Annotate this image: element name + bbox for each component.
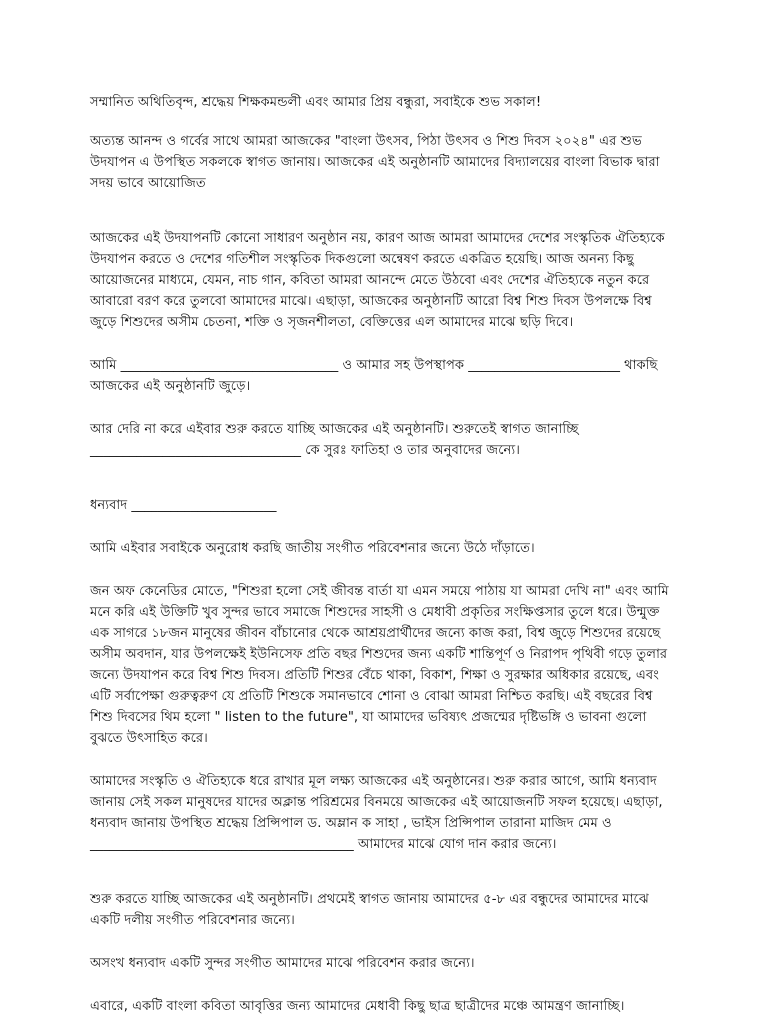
gratitude-paragraph: আমাদের সংস্কৃতি ও ঐতিহ্যকে ধরে রাখার মূল লক্ষ্য আজকের এই অনুষ্ঠানের। শুরু করার আগে, আমি ধন্যবাদ জানায় সেই সকল মানুষদের যাদের অক্লান্ত পরিশ্রমের বিনময়ে আজকের এই আয়োজনটি সফল হয়েছে। এছাড়া, ধন্যবাদ জানায় উপস্থিত শ্রদ্ধেয় প্রিন্সিপাল ড. অম্লান ক সাহা , ভাইস প্রিন্সিপাল তারানা মাজিদ মেম ও ________________________________________ আমাদের মাঝে যোগ দান করার জন্যে। <box>90 774 663 852</box>
welcome-paragraph: অত্যন্ত আনন্দ ও গর্বের সাথে আমরা আজকের "বাংলা উৎসব, পিঠা উৎসব ও শিশু দিবস ২০২৪" এর শুভ উদযাপন এ উপস্থিত সকলকে স্বাগত জানায়। আজকের এই অনুষ্ঠানটি আমাদের বিদ্যালয়ের বাংলা বিভাক দ্বারা সদয় ভাবে আয়োজিত <box>90 134 660 191</box>
poem-invitation-paragraph: এবারে, একটি বাংলা কবিতা আবৃত্তির জন্য আমাদের মেধাবী কিছু ছাত্র ছাত্রীদের মঞ্চে আমন্ত্রণ জানাচ্ছি। <box>90 999 625 1014</box>
greeting-paragraph: সম্মানিত অথিতিবৃন্দ, শ্রদ্ধেয় শিক্ষকমন্ডলী এবং আমার প্রিয় বন্ধুরা, সবাইকে শুভ সকাল! <box>90 95 542 110</box>
anthem-paragraph: আমি এইবার সবাইকে অনুরোধ করছি জাতীয় সংগীত পরিবেশনার জন্যে উঠে দাঁড়াতে। <box>90 541 535 556</box>
group-song-paragraph: শুরু করতে যাচ্ছি আজকের এই অনুষ্ঠানটি। প্রথমেই স্বাগত জানায় আমাদের ৫-৮ এর বন্ধুদের আমাদের মাঝে একটি দলীয় সংগীত পরিবেশনার জন্যে। <box>90 892 649 928</box>
opening-paragraph: আর দেরি না করে এইবার শুরু করতে যাচ্ছি আজকের এই অনুষ্ঠানটি। শুরুতেই স্বাগত জানাচ্ছি ________________________________ কে সুরঃ ফাতিহা ও তার অনুবাদের জন্যে। <box>90 422 579 458</box>
children-day-paragraph: জন অফ কেনেডির মোতে, "শিশুরা হলো সেই জীবন্ত বার্তা যা এমন সময়ে পাঠায় যা আমরা দেখি না" এবং আমি মনে করি এই উক্তিটি খুব সুন্দর ভাবে সমাজে শিশুদের সাহসী ও মেধাবী প্রকৃতির সংক্ষিপ্তসার তুলে ধরে। উন্মুক্ত এক সাগরে ১৮জন মানুষের জীবন বাঁচানোর থেকে আশ্রয়প্রার্থীদের জন্যে কাজ করা, বিশ্ব জুড়ে শিশুদের রয়েছে অসীম অবদান, যার উপলক্ষেই ইউনিসেফ প্রতি বছর শিশুদের জন্য একটি শান্তিপূর্ণ ও নিরাপদ পৃথিবী গড়ে তুলার জন্যে উদযাপন করে বিশ্ব শিশু দিবস। প্রতিটি শিশুর বেঁচে থাকা, বিকাশ, শিক্ষা ও সুরক্ষার অধিকার রয়েছে, এবং এটি সর্বাপেক্ষা গুরুত্বরুণ যে প্রতিটি শিশুকে সমানভাবে শোনা ও বোঝা আমরা নিশ্চিত করছি। এই বছরের বিশ্ব শিশু দিবসের থিম হলো " listen to the future", যা আমাদের ভবিষ্যৎ প্রজন্মের দৃষ্টিভঙ্গি ও ভাবনা গুলো বুঝতে উৎসাহিত করে। <box>90 584 669 746</box>
celebration-paragraph: আজকের এই উদযাপনটি কোনো সাধারণ অনুষ্ঠান নয়, কারণ আজ আমরা আমাদের দেশের সংস্কৃতিক ঐতিহ্যকে উদযাপন করতে ও দেশের গতিশীল সংস্কৃতিক দিকগুলো অন্বেষণ করতে একত্রিত হয়েছি। আজ অনন্য কিছু আয়োজনের মাধ্যমে, যেমন, নাচ গান, কবিতা আমরা আনন্দে মেতে উঠবো এবং দেশের ঐতিহ্যকে নতুন করে আবারো বরণ করে তুলবো আমাদের মাঝে। এছাড়া, আজকের অনুষ্ঠানটি আরো বিশ্ব শিশু দিবস উপলক্ষে বিশ্ব জুড়ে শিশুদের অসীম চেতনা, শক্তি ও সৃজনশীলতা, বেক্তিত্তের এল আমাদের মাঝে ছড়ি দিবে। <box>90 231 665 330</box>
thanks-line: ধন্যবাদ ______________________ <box>90 498 277 513</box>
song-thanks-paragraph: অসংখ ধন্যবাদ একটি সুন্দর সংগীত আমাদের মাঝে পরিবেশন করার জন্যে। <box>90 956 475 971</box>
presenters-paragraph: আমি _________________________________ ও আমার সহ উপস্থাপক _______________________ থাকছি আজকের এই অনুষ্ঠানটি জুড়ে। <box>90 358 658 394</box>
